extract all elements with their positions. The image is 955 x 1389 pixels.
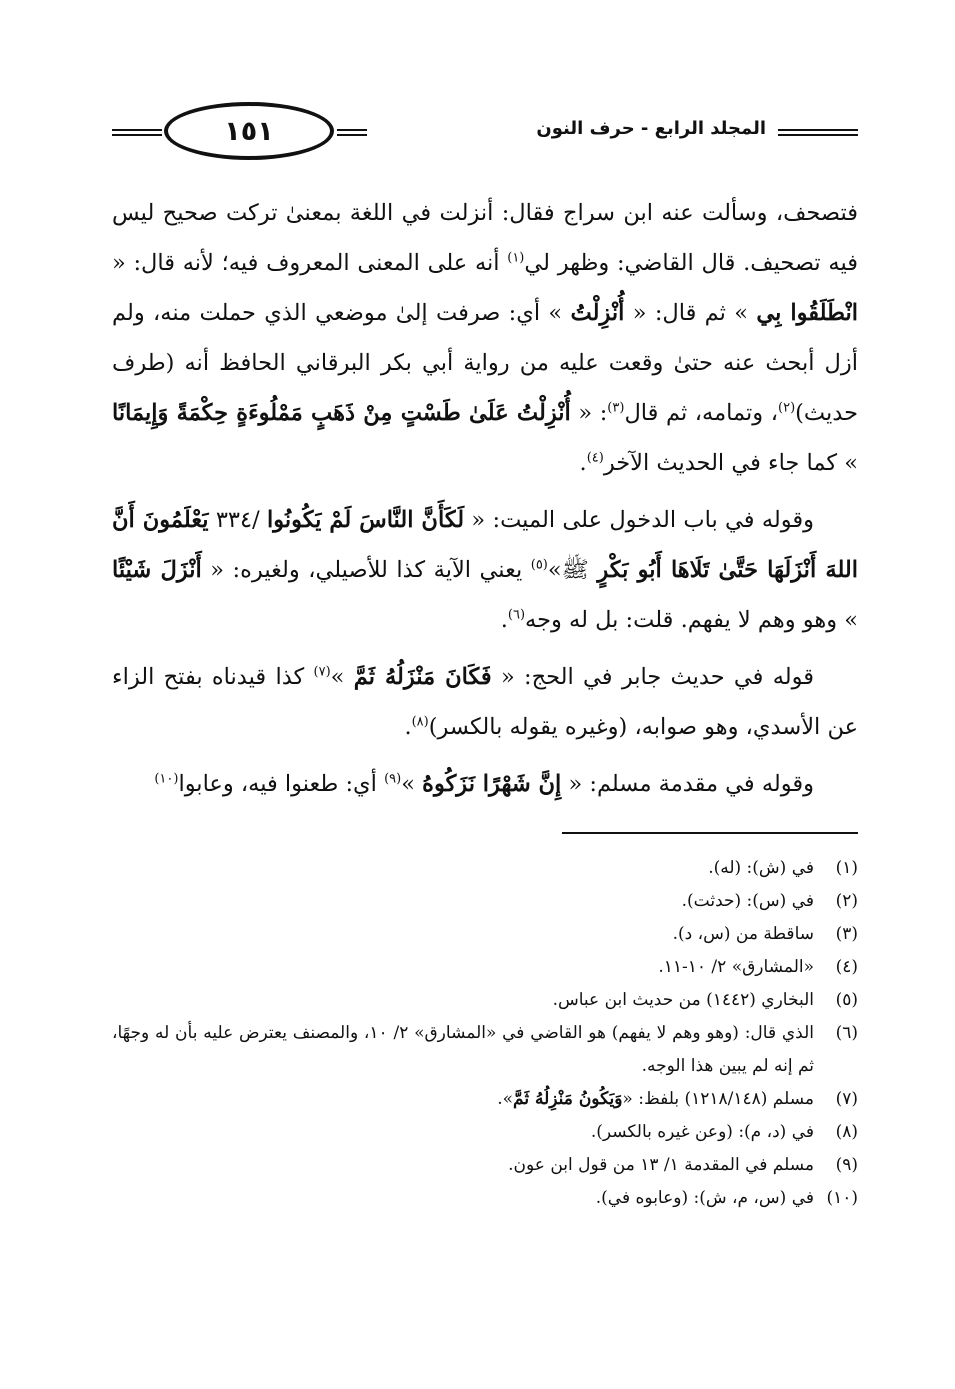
footnote — [112, 1083, 858, 1116]
text-run: » وهو وهم لا يفهم. قلت: بل له وجه — [525, 607, 858, 633]
footnote-number: (٧) — [835, 1089, 858, 1109]
text-run: وقوله في مقدمة مسلم: « — [568, 771, 814, 797]
footnote-text: في (ش): (له). — [708, 858, 814, 878]
page-number: ١٥١ — [164, 102, 334, 160]
hadith-quote: أَنْزَلَ شَيْئًا — [112, 557, 202, 583]
footnote-text: في (س): (حدثت). — [681, 891, 814, 911]
footnote-number: (٤) — [835, 957, 858, 977]
footnote-text: مسلم في المقدمة ١/ ١٣ من قول ابن عون. — [508, 1155, 814, 1175]
text-run: . — [579, 450, 587, 476]
text-run: ﷺ» — [547, 557, 598, 583]
header-rule — [337, 129, 367, 131]
hadith-quote: وَيَكُونُ مَنْزِلُهُ ثَمَّ — [513, 1089, 623, 1109]
text-run: . — [404, 714, 412, 740]
footnote-text: ساقطة من (س، د). — [672, 924, 814, 944]
header-rule — [778, 129, 858, 131]
text-run: » — [401, 771, 415, 797]
footnote-ref: (٨) — [411, 714, 429, 730]
running-head: المجلد الرابع - حرف النون — [530, 118, 772, 139]
footnote-text: في (د، م): (وعن غيره بالكسر). — [590, 1122, 814, 1142]
footnote-separator — [562, 832, 858, 834]
footnote-ref: (٦) — [507, 607, 526, 623]
footnote-ref: (٢) — [778, 400, 796, 416]
text-run: » ثم قال: « — [632, 300, 749, 326]
footnote-text: «المشارق» ٢/ ١٠-١١. — [658, 957, 814, 977]
main-text — [112, 188, 858, 809]
footnote — [112, 852, 858, 885]
hadith-quote: أُنْزِلْتُ عَلَىٰ طَسْتٍ مِنْ ذَهَبٍ مَمْلُوءَةٍ حِكْمَةً وَإِيمَانًا — [112, 400, 571, 426]
paragraph — [112, 188, 858, 488]
paragraph — [112, 495, 858, 645]
footnote-text: الذي قال: (وهو وهم لا يفهم) هو القاضي في «المشارق» ٢/ ١٠، والمصنف يعترض عليه بأن له وجهًا، ثم إنه لم يبين هذا الوجه. — [112, 1023, 814, 1076]
footnote-ref: (٣) — [607, 400, 625, 416]
footnote — [112, 1149, 858, 1182]
footnote-number: (٥) — [835, 990, 858, 1010]
text-run: قوله في حديث جابر في الحج: « — [500, 664, 815, 690]
footnote — [112, 885, 858, 918]
text-run: وقوله في باب الدخول على الميت: « — [471, 507, 815, 533]
header-rule — [778, 134, 858, 136]
hadith-quote: إِنَّ شَهْرًا نَزَكُوهُ — [422, 771, 562, 797]
footnote-number: (٢) — [835, 891, 858, 911]
header-rule — [112, 134, 162, 136]
hadith-quote: انْطَلَقُوا بِي — [756, 300, 859, 326]
footnote — [112, 951, 858, 984]
text-run: ، وتمامه، ثم قال — [624, 400, 778, 426]
text-run: » أي: صرفت إلىٰ موضعي الذي حملت منه، ولم أزل أبحث عنه حتىٰ وقعت عليه من رواية أبي بكر البرقاني الحافظ أنه (طرف حديث) — [112, 300, 858, 426]
header-rule — [337, 134, 367, 136]
text-run: » كما جاء في الحديث الآخر — [603, 450, 858, 476]
text-run: أنه على المعنى المعروف فيه؛ لأنه قال: « — [112, 250, 508, 276]
footnote-ref: (٧) — [313, 664, 331, 680]
volume-page-marker: /٣٣٤ — [208, 507, 267, 533]
hadith-quote: أُنْزِلْتُ — [570, 300, 625, 326]
footnote-ref: (٩) — [384, 771, 402, 787]
footnote — [112, 1116, 858, 1149]
footnote — [112, 1017, 858, 1083]
page-header — [112, 100, 858, 164]
paragraph — [112, 652, 858, 752]
footnotes — [112, 852, 858, 1215]
text-run: : « — [578, 400, 608, 426]
footnote — [112, 1182, 858, 1215]
footnote-number: (١) — [835, 858, 858, 878]
hadith-quote: يَعْلَمُونَ أَنَّ اللهَ أَنْزَلَهَا حَتَّىٰ تَلَاهَا أَبُو بَكْرٍ — [112, 507, 858, 583]
hadith-quote: لَكَأَنَّ النَّاسَ لَمْ يَكُونُوا — [266, 507, 465, 533]
text-run: فتصحف، وسألت عنه ابن سراج فقال: أنزلت في اللغة بمعنىٰ تركت صحيح ليس فيه تصحيف. قال القاضي: وظهر لي — [112, 200, 858, 276]
footnote-number: (٨) — [835, 1122, 858, 1142]
text-run: يعني الآية كذا للأصيلي، ولغيره: « — [210, 557, 531, 583]
footnote-number: (٩) — [835, 1155, 858, 1175]
footnote-text: البخاري (١٤٤٢) من حديث ابن عباس. — [552, 990, 814, 1010]
footnote-ref: (١) — [507, 250, 525, 266]
text-run: » — [330, 664, 345, 690]
footnote-ref: (٤) — [586, 450, 604, 466]
footnote-ref: (١٠) — [154, 771, 179, 787]
footnote-number: (٣) — [835, 924, 858, 944]
text-run: أي: طعنوا فيه، وعابوا — [178, 771, 385, 797]
footnote — [112, 984, 858, 1017]
text-run: كذا قيدناه بفتح الزاء عن الأسدي، وهو صوابه، (وغيره يقوله بالكسر) — [112, 664, 858, 740]
text-run: مسلم (١٢١٨/١٤٨) بلفظ: « — [622, 1089, 814, 1109]
footnote-number: (١٠) — [826, 1188, 858, 1208]
footnote-text — [112, 1083, 814, 1116]
text-run: . — [500, 607, 508, 633]
paragraph — [112, 759, 858, 809]
header-rule — [112, 129, 162, 131]
hadith-quote: فَكَانَ مَنْزَلُهُ ثَمَّ — [353, 664, 492, 690]
footnote-number: (٦) — [835, 1023, 858, 1043]
footnote-ref: (٥) — [530, 557, 548, 573]
footnote-text: في (س، م، ش): (وعابوه في). — [595, 1188, 814, 1208]
footnote — [112, 918, 858, 951]
text-run: ». — [497, 1089, 514, 1109]
